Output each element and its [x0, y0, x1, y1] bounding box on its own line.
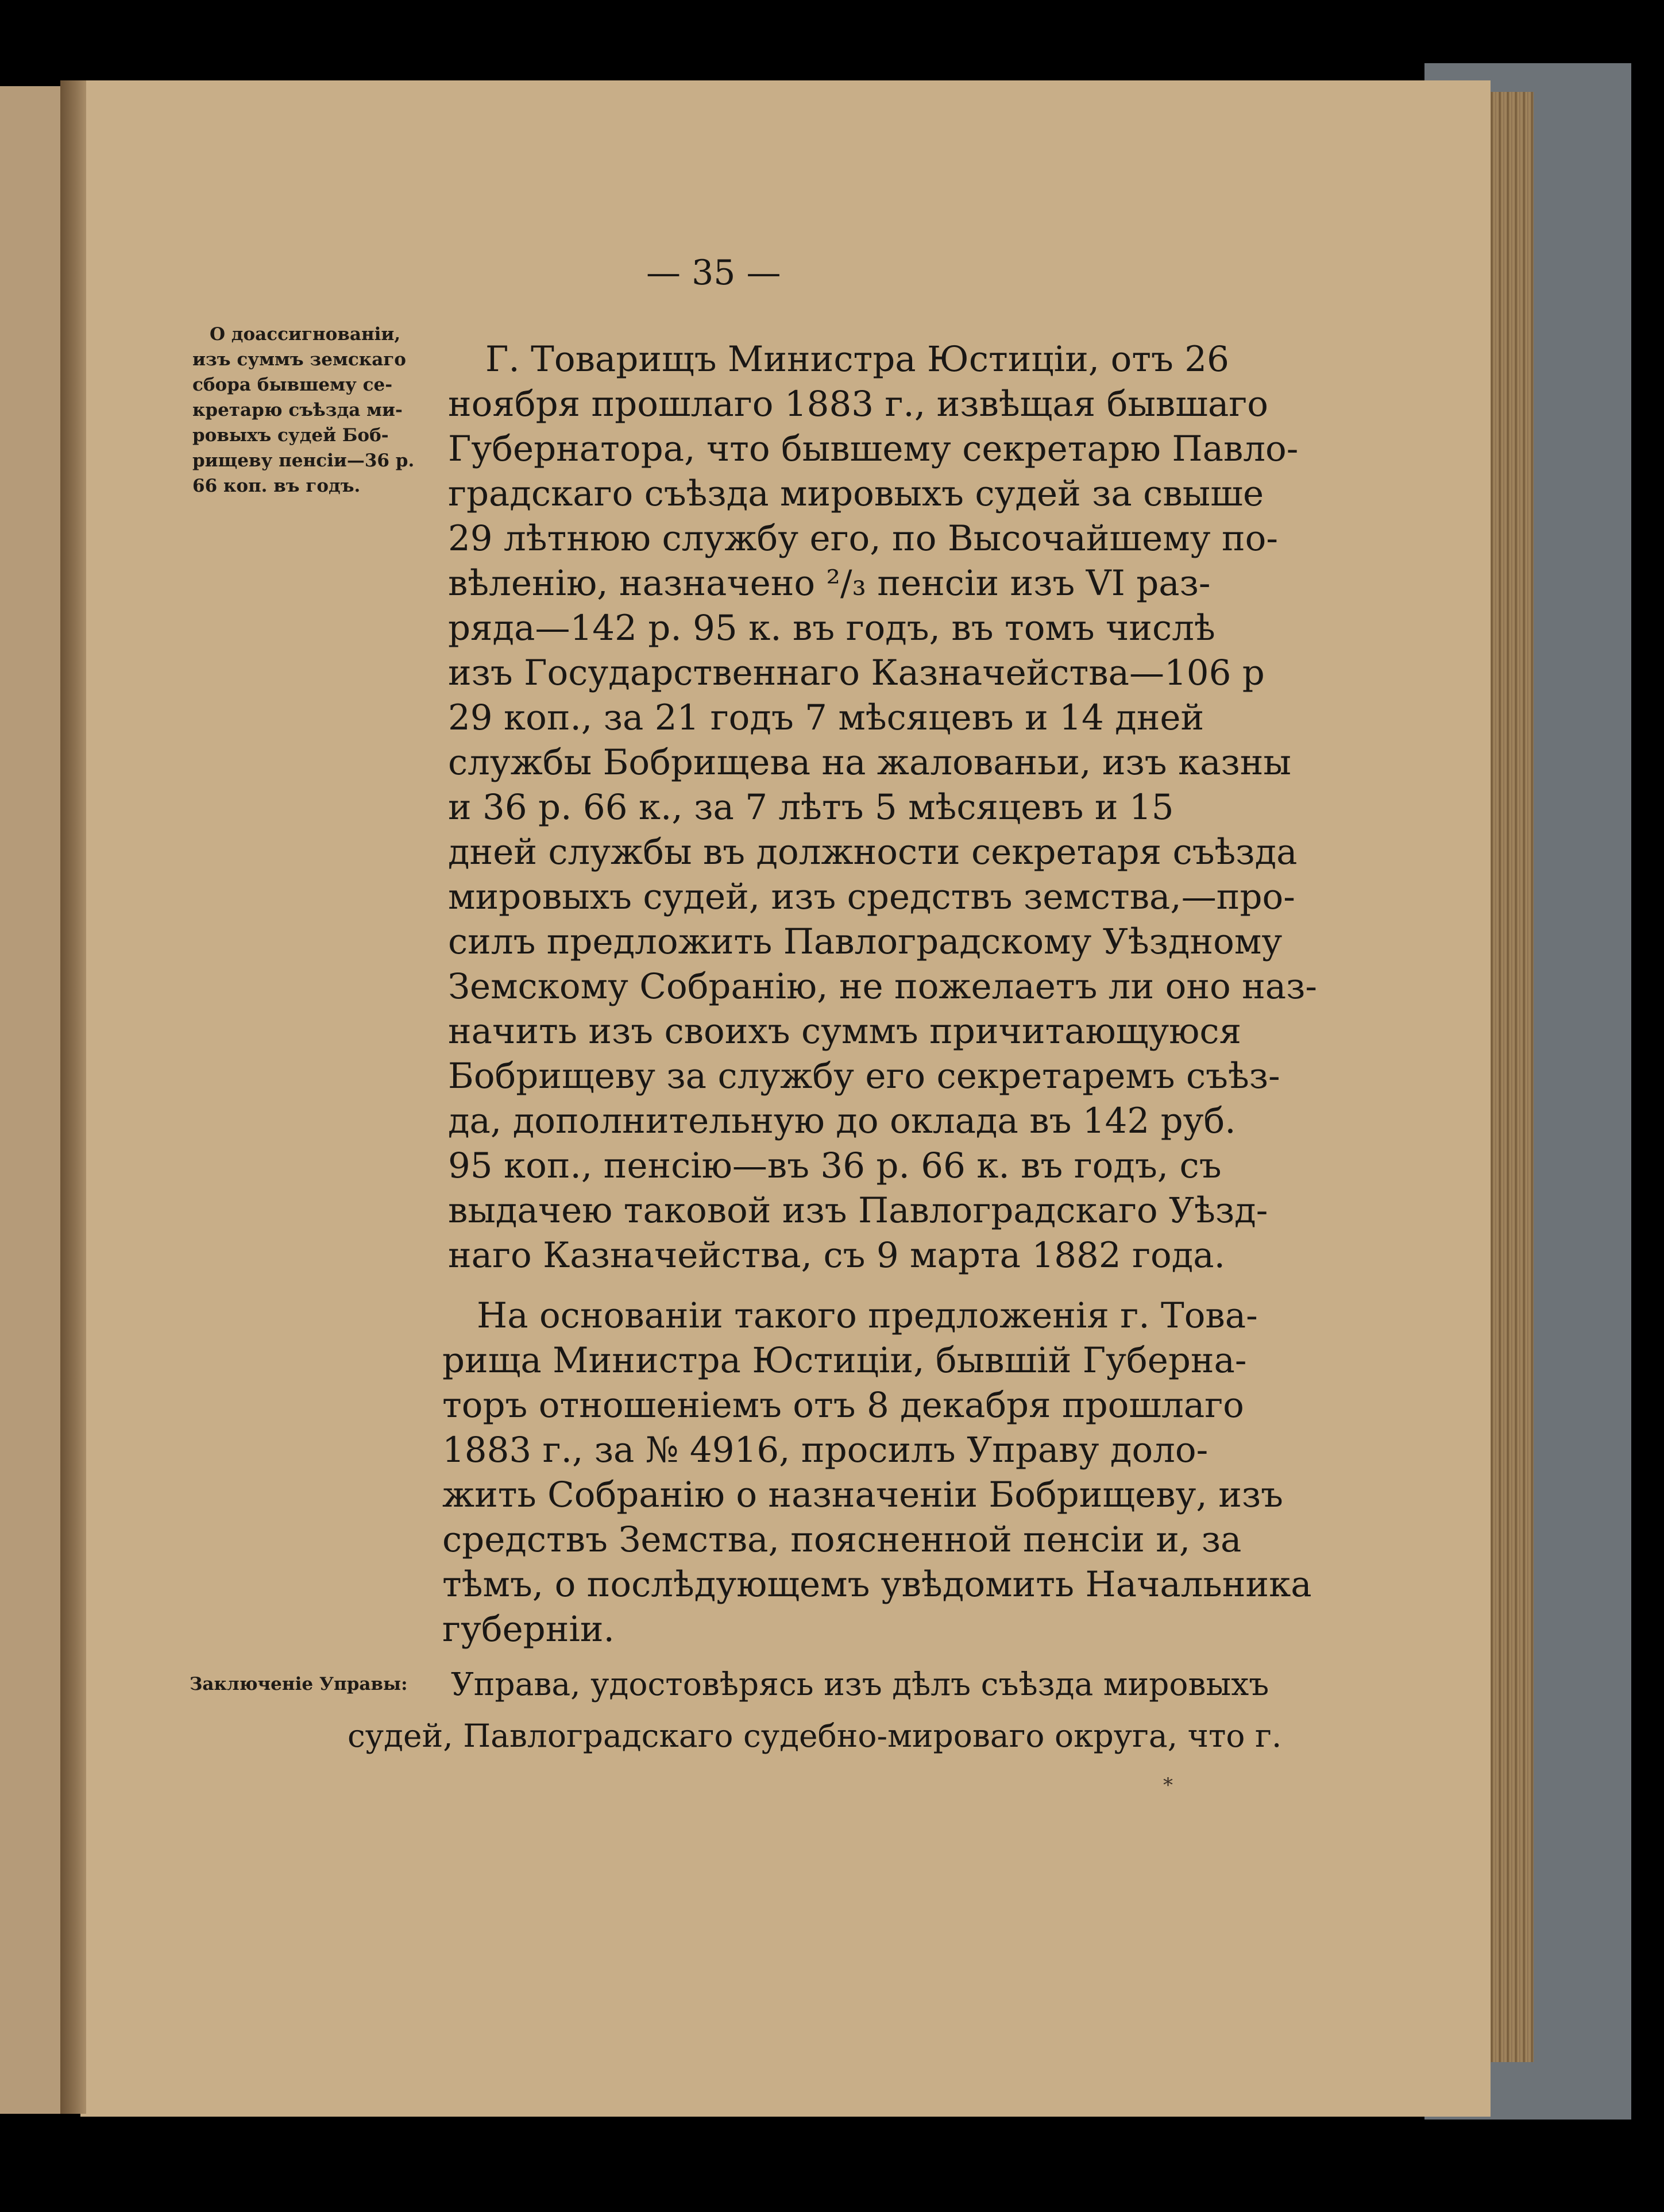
margin-note-line: О доассигнованіи, — [210, 324, 401, 345]
body-line: На основаніи такого предложенія г. Това- — [477, 1295, 1258, 1336]
body-line: тѣмъ, о послѣдующемъ увѣдомить Начальника — [442, 1564, 1312, 1605]
body-line: градскаго съѣзда мировыхъ судей за свыше — [448, 473, 1264, 514]
body-line: судей, Павлоградскаго судебно-мироваго округа, что г. — [348, 1717, 1282, 1754]
body-line: жить Собранію о назначеніи Бобрищеву, изъ — [442, 1474, 1283, 1515]
margin-note-line: кретарю съѣзда ми- — [192, 400, 403, 420]
margin-note-conclusion — [190, 1671, 442, 1697]
book-spine — [60, 80, 86, 2114]
body-line: наго Казначейства, съ 9 марта 1882 года. — [448, 1235, 1226, 1276]
body-line: изъ Государственнаго Казначейства—106 р — [448, 653, 1265, 693]
margin-note-line: сбора бывшему се- — [192, 375, 393, 395]
body-line: рища Министра Юстиціи, бывшій Губерна- — [442, 1340, 1247, 1381]
margin-note-line: рищеву пенсіи—36 р. — [192, 450, 415, 471]
body-line: силъ предложить Павлоградскому Уѣздному — [448, 921, 1283, 962]
body-line: 29 лѣтнюю службу его, по Высочайшему по- — [448, 518, 1278, 559]
body-line: ряда—142 р. 95 к. въ годъ, въ томъ числѣ — [448, 608, 1215, 648]
margin-note-line: ровыхъ судей Боб- — [192, 425, 389, 446]
margin-note-pension — [192, 322, 445, 499]
body-line: дней службы въ должности секретаря съѣзда — [448, 832, 1298, 873]
body-line: 1883 г., за № 4916, просилъ Управу доло- — [442, 1430, 1209, 1470]
body-line: вѣленію, назначено ²/₃ пенсіи изъ VI раз- — [448, 563, 1211, 604]
body-line: Губернатора, что бывшему секретарю Павло- — [448, 428, 1299, 469]
body-line: средствъ Земства, поясненной пенсіи и, за — [442, 1519, 1242, 1560]
body-line: начить изъ своихъ суммъ причитающуюся — [448, 1011, 1242, 1052]
body-line: Управа, удостовѣрясь изъ дѣлъ съѣзда мировыхъ — [451, 1666, 1269, 1703]
footer-mark: * — [1163, 1774, 1173, 1797]
body-line: Бобрищеву за службу его секретаремъ съѣз- — [448, 1056, 1280, 1097]
body-line: мировыхъ судей, изъ средствъ земства,—про- — [448, 877, 1295, 917]
margin-note-line: изъ суммъ земскаго — [192, 349, 406, 370]
margin-note-line: 66 коп. въ годъ. — [192, 476, 361, 496]
body-line: 29 коп., за 21 годъ 7 мѣсяцевъ и 14 дней — [448, 697, 1204, 738]
body-line: губерніи. — [442, 1609, 615, 1650]
body-line: Г. Товарищъ Министра Юстиціи, отъ 26 — [485, 339, 1229, 380]
page-number: — 35 — — [646, 253, 781, 293]
body-line: торъ отношеніемъ отъ 8 декабря прошлаго — [442, 1385, 1244, 1426]
body-line: Земскому Собранію, не пожелаетъ ли оно наз- — [448, 966, 1317, 1007]
body-line: 95 коп., пенсію—въ 36 р. 66 к. въ годъ, съ — [448, 1145, 1222, 1186]
body-line: ноября прошлаго 1883 г., извѣщая бывшаго — [448, 384, 1268, 424]
body-line: службы Бобрищева на жалованьи, изъ казны — [448, 742, 1291, 783]
body-line: выдачею таковой изъ Павлоградскаго Уѣзд- — [448, 1190, 1268, 1231]
body-line: да, дополнительную до оклада въ 142 руб. — [448, 1101, 1236, 1141]
margin-note-line: Заключеніе Управы: — [190, 1674, 408, 1694]
body-line: и 36 р. 66 к., за 7 лѣтъ 5 мѣсяцевъ и 15 — [448, 787, 1174, 828]
